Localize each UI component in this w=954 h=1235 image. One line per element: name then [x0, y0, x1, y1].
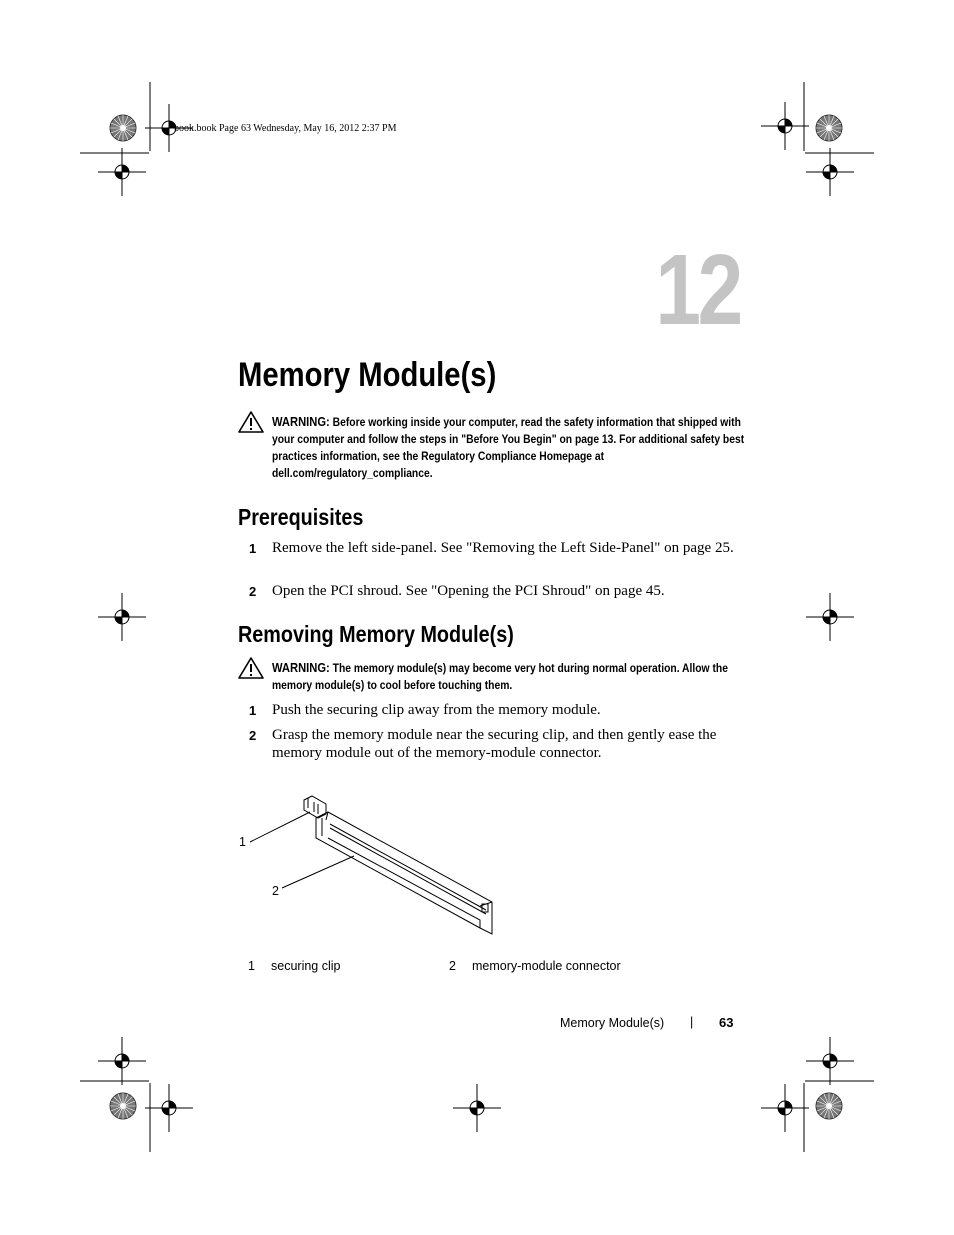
print-slug: book.book Page 63 Wednesday, May 16, 2012 2:37 PM	[174, 123, 397, 134]
figure-callout-1: 1	[239, 835, 246, 849]
figure-callout-2: 2	[272, 884, 279, 898]
legend-number: 2	[449, 959, 456, 973]
step-number: 2	[249, 728, 257, 743]
footer-chapter-title: Memory Module(s)	[560, 1016, 665, 1030]
section-heading-prerequisites: Prerequisites	[238, 504, 364, 530]
step-number: 2	[249, 584, 257, 599]
warning-block	[272, 659, 749, 694]
warning-icon	[238, 411, 264, 433]
step-number: 1	[249, 541, 257, 556]
step-number: 1	[249, 703, 257, 718]
legend-number: 1	[248, 959, 255, 973]
section-heading-removing: Removing Memory Module(s)	[238, 621, 514, 647]
step-text: Grasp the memory module near the securing clip, and then gently ease the memory module out of the memory-module connector.	[272, 727, 717, 761]
chapter-number: 12	[655, 234, 740, 346]
step-text: Remove the left side-panel. See "Removing the Left Side-Panel" on page 25.	[272, 540, 734, 556]
footer-separator: |	[690, 1015, 694, 1029]
page-number: 63	[719, 1015, 734, 1030]
chapter-title: Memory Module(s)	[238, 356, 497, 394]
warning-label: WARNING:	[272, 660, 330, 675]
step-text: Open the PCI shroud. See "Opening the PCI Shroud" on page 45.	[272, 583, 665, 599]
warning-text: The memory module(s) may become very hot during normal operation. Allow the memory module(s) to cool before touching them.	[272, 661, 728, 692]
warning-block	[272, 413, 754, 482]
memory-connector-illustration	[230, 790, 510, 940]
step-text: Push the securing clip away from the memory module.	[272, 702, 601, 718]
warning-icon	[238, 657, 264, 679]
warning-label: WARNING:	[272, 414, 330, 429]
legend-label: securing clip	[271, 959, 341, 973]
legend-label: memory-module connector	[472, 959, 621, 973]
warning-text: Before working inside your computer, read the safety information that shipped with your computer and follow the steps in "Before You Begin" on page 13. For additional safety best practices information, see the Regulatory Compliance Homepage at dell.com/regulatory_compliance.	[272, 415, 745, 480]
